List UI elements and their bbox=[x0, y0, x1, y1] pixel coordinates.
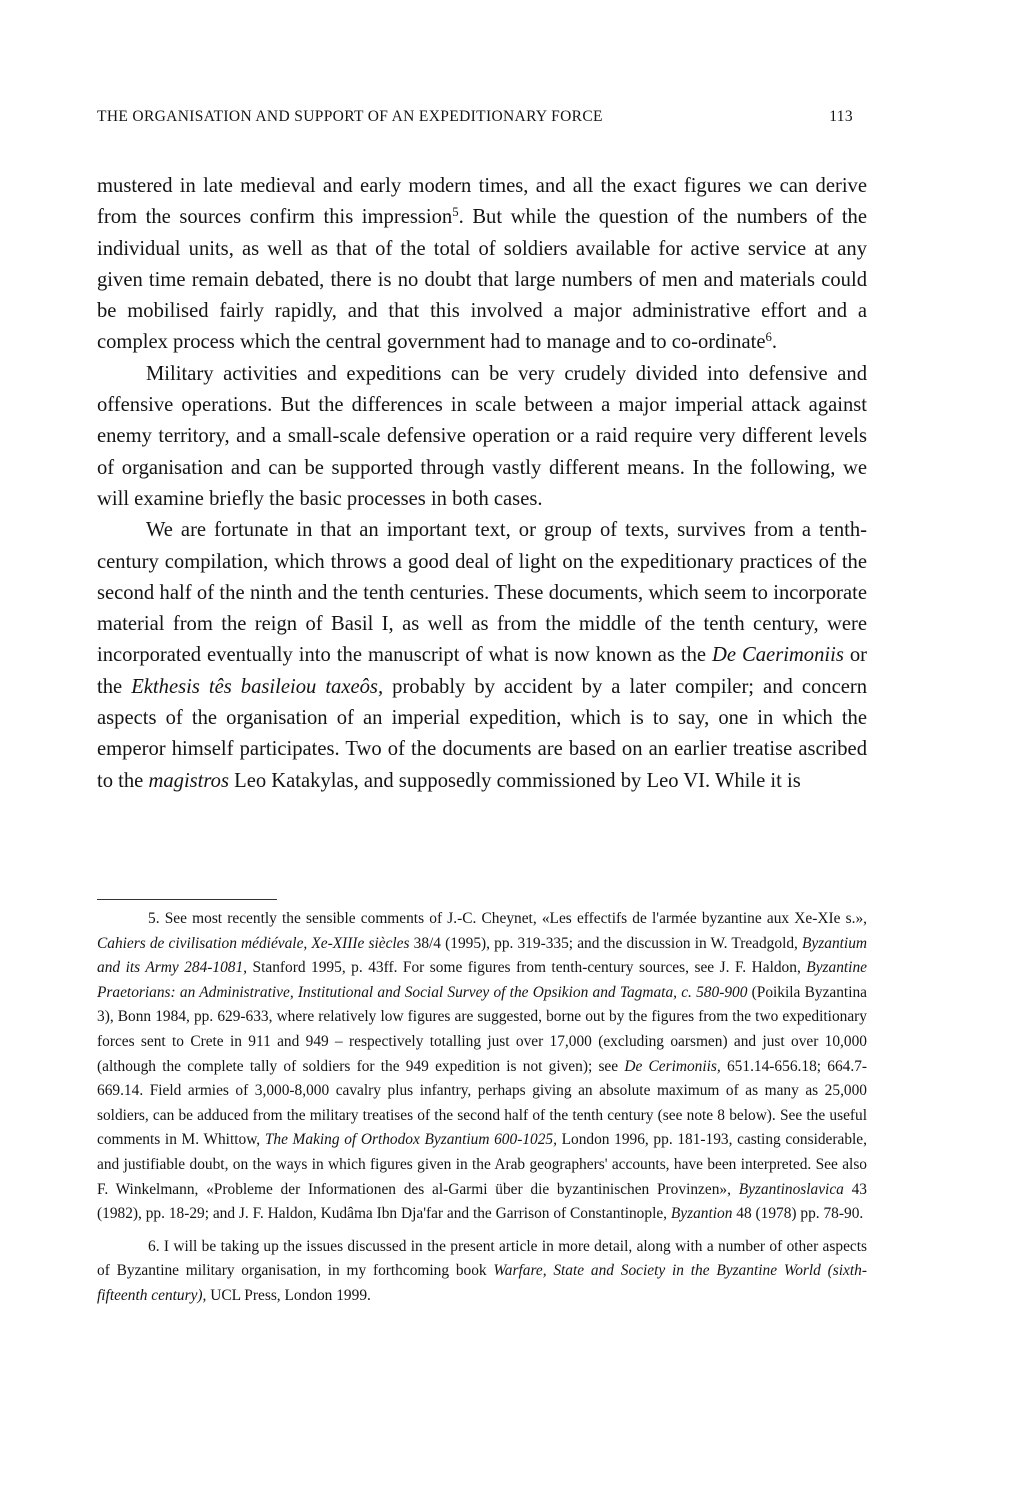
running-header bbox=[97, 108, 853, 130]
text-run: London 1996, pp. 181-193, casting considerable, and justifiable doubt, on the ways in which figures given in the Arab geographers' accounts, have been interpreted. See also F. Winkelmann, «Probleme der Informationen des al-Garmi über die byzantinischen Provinzen», bbox=[97, 1131, 867, 1198]
italic-title: Byzantinoslavica bbox=[738, 1180, 844, 1198]
italic-title: De Caerimoniis bbox=[712, 644, 844, 667]
italic-title: The Making of Orthodox Byzantium 600-1025, bbox=[264, 1131, 557, 1149]
italic-title: Cahiers de civilisation médiévale, Xe-XIIIe siècles bbox=[97, 934, 410, 952]
text-run: . But while the question of the numbers of the individual units, as well as that of the total of soldiers available for active service at any given time remain debated, there is no doubt that large numbers of men and materials could be mobilised fairly rapidly, and that this involved a major administrative effort and a complex process which the central government had to manage and to co-ordinate bbox=[97, 206, 867, 354]
footnote-6 bbox=[97, 1235, 867, 1309]
text-run: . bbox=[771, 331, 778, 354]
footnotes bbox=[97, 907, 867, 1309]
italic-term: magistros bbox=[148, 769, 229, 792]
text-run: 5. See most recently the sensible comments of J.-C. Cheynet, «Les effectifs de l'armée byzantine aux Xe-XIe s.», bbox=[148, 910, 867, 927]
footnote-ref-6: 6 bbox=[765, 330, 772, 345]
footnote-ref-5: 5 bbox=[452, 205, 459, 220]
text-run: 6. I will be taking up the issues discussed in the present article in more detail, along with a number of other aspects of Byzantine military organisation, in my forthcoming book bbox=[97, 1237, 867, 1280]
text-run: 651.14-656.18; 664.7-669.14. Field armies of 3,000-8,000 cavalry plus infantry, perhaps giving an absolute maximum of as many as 25,000 soldiers, can be adduced from the military treatises of the second half of the tenth century (see note 8 below). See the useful comments in M. Whittow, bbox=[97, 1057, 868, 1149]
footnote-5 bbox=[97, 907, 867, 1227]
text-run: probably by accident by a later compiler; and concern aspects of the organisation of an imperial expedition, which is to say, one in which the emperor himself participates. Two of the documents are based on an earlier treatise ascribed to the bbox=[97, 675, 868, 792]
text-run: 43 (1982), pp. 18-29; and J. F. Haldon, Kudâma Ibn Dja'far and the Garrison of Constantinople, bbox=[97, 1180, 867, 1223]
text-run: UCL Press, London 1999. bbox=[206, 1286, 371, 1304]
paragraph-1 bbox=[97, 171, 867, 359]
paragraph-2: Military activities and expeditions can be very crudely divided into defensive and offensive operations. But the differences in scale between a major imperial attack against enemy territory, and a small-scale defensive operation or a raid require very different levels of organisation and can be supported through vastly different means. In the following, we will examine briefly the basic processes in both cases. bbox=[97, 362, 867, 510]
italic-title: De Cerimoniis, bbox=[624, 1057, 721, 1075]
text-run: (Poikila Byzantina 3), Bonn 1984, pp. 629-633, where relatively low figures are suggested, borne out by the figures from the two expeditionary forces sent to Crete in 911 and 949 – respectively totalling just over 17,000 (excluding oarsmen) and just over 10,000 (although the complete tally of soldiers for the 949 expedition is not given); see bbox=[97, 983, 868, 1075]
italic-title: Ekthesis tês basileiou taxeôs, bbox=[131, 675, 384, 698]
text-run: 48 (1978) pp. 78-90. bbox=[732, 1205, 864, 1223]
italic-title: Byzantion bbox=[670, 1205, 733, 1223]
paragraph-3 bbox=[97, 515, 867, 797]
text-run: mustered in late medieval and early modern times, and all the exact figures we can derive from the sources confirm this impression bbox=[97, 175, 867, 229]
main-text bbox=[97, 171, 867, 797]
italic-title: Warfare, State and Society in the Byzantine World (sixth-fifteenth century), bbox=[97, 1262, 867, 1304]
text-run: We are fortunate in that an important text, or group of texts, survives from a tenth-century compilation, which throws a good deal of light on the expeditionary practices of the second half of the ninth and the tenth centuries. These documents, which seem to incorporate material from the reign of Basil I, as well as from the middle of the tenth century, were incorporated eventually into the manuscript of what is now known as the bbox=[97, 519, 867, 667]
page-number: 113 bbox=[829, 108, 853, 125]
text-run: or the bbox=[97, 644, 867, 698]
footnote-separator bbox=[97, 899, 277, 900]
italic-title: Byzantium and its Army 284-1081, bbox=[97, 934, 868, 977]
running-title: THE ORGANISATION AND SUPPORT OF AN EXPEDITIONARY FORCE bbox=[97, 108, 603, 125]
text-run: Leo Katakylas, and supposedly commissioned by Leo VI. While it is bbox=[228, 769, 801, 792]
text-run: Stanford 1995, p. 43ff. For some figures from tenth-century sources, see J. F. Haldon, bbox=[247, 959, 807, 977]
italic-title: Byzantine Praetorians: an Administrative, Institutional and Social Survey of the Opsikion and Tagmata, c. 580-900 bbox=[97, 959, 867, 1001]
text-run: 38/4 (1995), pp. 319-335; and the discussion in W. Treadgold, bbox=[409, 934, 803, 952]
